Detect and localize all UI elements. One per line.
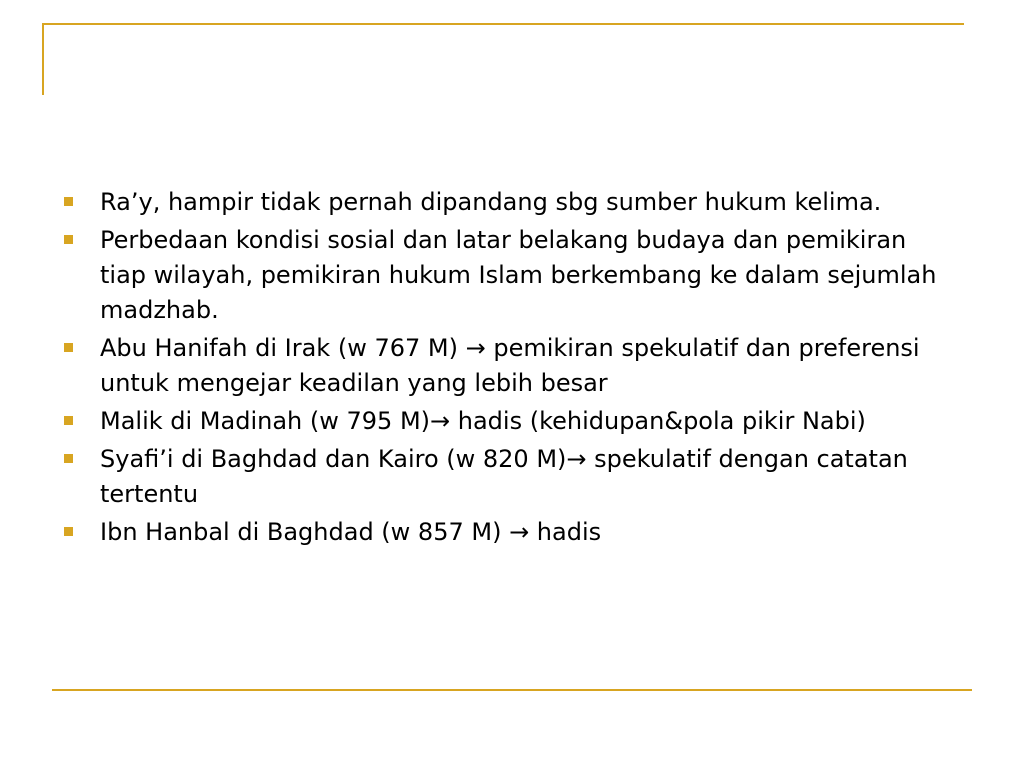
- bullet-item: [58, 331, 958, 401]
- frame-top-line: [42, 23, 964, 25]
- bullet-item: [58, 515, 958, 550]
- bullet-text: Ra’y, hampir tidak pernah dipandang sbg sumber hukum kelima.: [100, 188, 882, 216]
- bullet-item: [58, 223, 958, 328]
- slide-content: [58, 185, 958, 553]
- frame-left-line: [42, 23, 44, 95]
- bullet-text: Syafi’i di Baghdad dan Kairo (w 820 M)→ spekulatif dengan catatan tertentu: [100, 445, 908, 508]
- bullet-text: Abu Hanifah di Irak (w 767 M) → pemikiran spekulatif dan preferensi untuk mengejar keadilan yang lebih besar: [100, 334, 920, 397]
- square-bullet-icon: [64, 416, 73, 425]
- square-bullet-icon: [64, 235, 73, 244]
- bullet-item: [58, 442, 958, 512]
- bullet-item: [58, 404, 958, 439]
- square-bullet-icon: [64, 197, 73, 206]
- bullet-text: Malik di Madinah (w 795 M)→ hadis (kehidupan&pola pikir Nabi): [100, 407, 866, 435]
- square-bullet-icon: [64, 454, 73, 463]
- square-bullet-icon: [64, 343, 73, 352]
- bullet-list: [58, 185, 958, 550]
- frame-bottom-line: [52, 689, 972, 691]
- bullet-text: Ibn Hanbal di Baghdad (w 857 M) → hadis: [100, 518, 602, 546]
- bullet-text: Perbedaan kondisi sosial dan latar belakang budaya dan pemikiran tiap wilayah, pemikiran hukum Islam berkembang ke dalam sejumlah madzhab.: [100, 226, 937, 324]
- bullet-item: [58, 185, 958, 220]
- square-bullet-icon: [64, 527, 73, 536]
